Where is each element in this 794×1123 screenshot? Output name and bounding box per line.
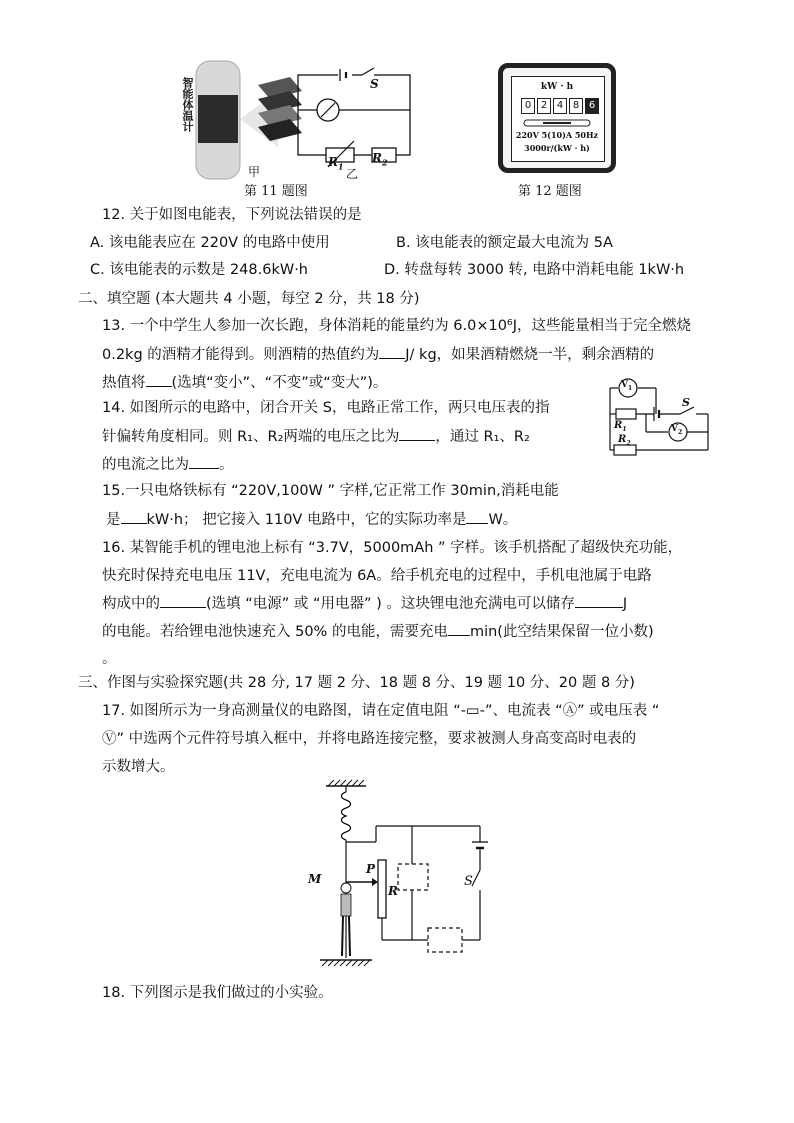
q16-line-3: 构成中的 (选填 “电源” 或 “用电器” ) 。这块锂电池充满电可以储存 J [102,593,627,614]
q13-line-3: 热值将 (选填“变小”、“不变”或“变大”)。 [102,372,387,393]
section-2-heading: 二、填空题 (本大题共 4 小题，每空 2 分，共 18 分) [78,291,420,307]
q14-label-s: S [682,396,690,409]
q15-line-2: 是 kW·h； 把它接入 110V 电路中，它的实际功率是 W。 [106,509,517,530]
q16-line-2: 快充时保持充电电压 11V，充电电流为 6A。给手机充电的过程中，手机电池属于电路 [102,568,652,584]
meter-digits [521,98,599,114]
q12-option-d: D. 转盘每转 3000 转, 电路中消耗电能 1kW·h [384,262,685,278]
figure-11-drawing [178,55,438,200]
meter-disc-window [523,118,591,128]
q13-line-1: 13. 一个中学生人参加一次长跑，身体消耗的能量约为 6.0×10⁶J，这些能量相当于完全燃烧 [102,318,692,334]
q17-height-meter-figure [300,778,500,974]
meter-spec2: 3000r/(kW · h) [524,143,590,153]
q17-line-2: Ⓥ” 中选两个元件符号填入框中，并将电路连接完整，要求被测人身高变高时电表的 [102,731,637,747]
q15-blank-1[interactable] [121,509,147,524]
q17-line-1: 17. 如图所示为一身高测量仪的电路图，请在定值电阻 “-▭-”、电流表 “Ⓐ” 或电压表 “ [102,703,660,719]
label-s: S [370,77,379,91]
q17-label-m: M [308,872,322,886]
q16-line-5: 。 [102,651,117,667]
q17-label-s: S [464,874,473,889]
label-jia: 甲 [248,165,261,179]
figure-12-caption: 第 12 题图 [518,184,582,199]
q17-line-3: 示数增大。 [102,759,175,775]
label-r2: $R_2$ [372,151,388,168]
thermometer-label: 智能体温计 [181,77,194,132]
label-r1: $R_1$ [328,155,344,172]
q14-blank-1[interactable] [399,426,435,441]
section-3-heading: 三、作图与实验探究题(共 28 分, 17 题 2 分、18 题 8 分、19 题 10 分、20 题 8 分) [78,675,635,691]
q16-blank-3[interactable] [448,621,470,636]
meter-spec1: 220V 5(10)A 50Hz [515,130,599,140]
q12-option-b: B. 该电能表的额定最大电流为 5A [396,235,613,251]
label-yi: 乙 [346,167,359,181]
q16-line-1: 16. 某智能手机的锂电池上标有 “3.7V，5000mAh ” 字样。该手机搭配了超级快充功能， [102,540,683,556]
meter-digit: 4 [553,98,567,114]
q17-label-p: P [366,862,376,876]
q16-blank-2[interactable] [575,593,623,608]
q12-stem: 12. 关于如图电能表，下列说法错误的是 [102,207,362,223]
q14-line-1: 14. 如图所示的电路中，闭合开关 S，电路正常工作，两只电压表的指 [102,400,550,416]
q14-line-3: 的电流之比为 。 [102,454,234,475]
q13-blank-1[interactable] [379,344,405,359]
meter-digit-decimal: 6 [585,98,599,114]
q18-line-1: 18. 下列图示是我们做过的小实验。 [102,985,333,1001]
q14-label-v2: $V_2$ [671,424,683,436]
q14-label-r1: $R_1$ [614,420,627,433]
figure-11-caption: 第 11 题图 [244,184,308,199]
q16-blank-1[interactable] [160,593,206,608]
q12-option-c: C. 该电能表的示数是 248.6kW·h [90,262,308,278]
q14-line-2: 针偏转角度相同。则 R₁、R₂两端的电压之比为 ，通过 R₁、R₂ [102,426,530,447]
q17-label-r: R [388,884,398,898]
figure-12-meter [498,63,616,173]
figure-11 [178,55,438,200]
q15-line-1: 15.一只电烙铁标有 “220V,100W ” 字样,它正常工作 30min,消耗电能 [102,483,559,499]
q16-line-4: 的电能。若给锂电池快速充入 50% 的电能，需要充电 min(此空结果保留一位小数) [102,621,654,642]
q13-line-2: 0.2kg 的酒精才能得到。则酒精的热值约为 J/ kg，如果酒精燃烧一半，剩余酒精的 [102,344,654,365]
q12-option-a: A. 该电能表应在 220V 的电路中使用 [90,235,330,251]
meter-digit: 8 [569,98,583,114]
q14-label-r2: $R_2$ [618,434,631,447]
q15-blank-2[interactable] [466,509,488,524]
meter-digit: 0 [521,98,535,114]
q14-label-v1: $V_1$ [621,380,633,392]
q14-circuit-figure [596,374,716,460]
meter-digit: 2 [537,98,551,114]
q13-blank-2[interactable] [146,372,172,387]
meter-unit: kW · h [540,82,574,92]
q14-circuit-drawing [596,374,716,460]
q14-blank-2[interactable] [189,454,219,469]
